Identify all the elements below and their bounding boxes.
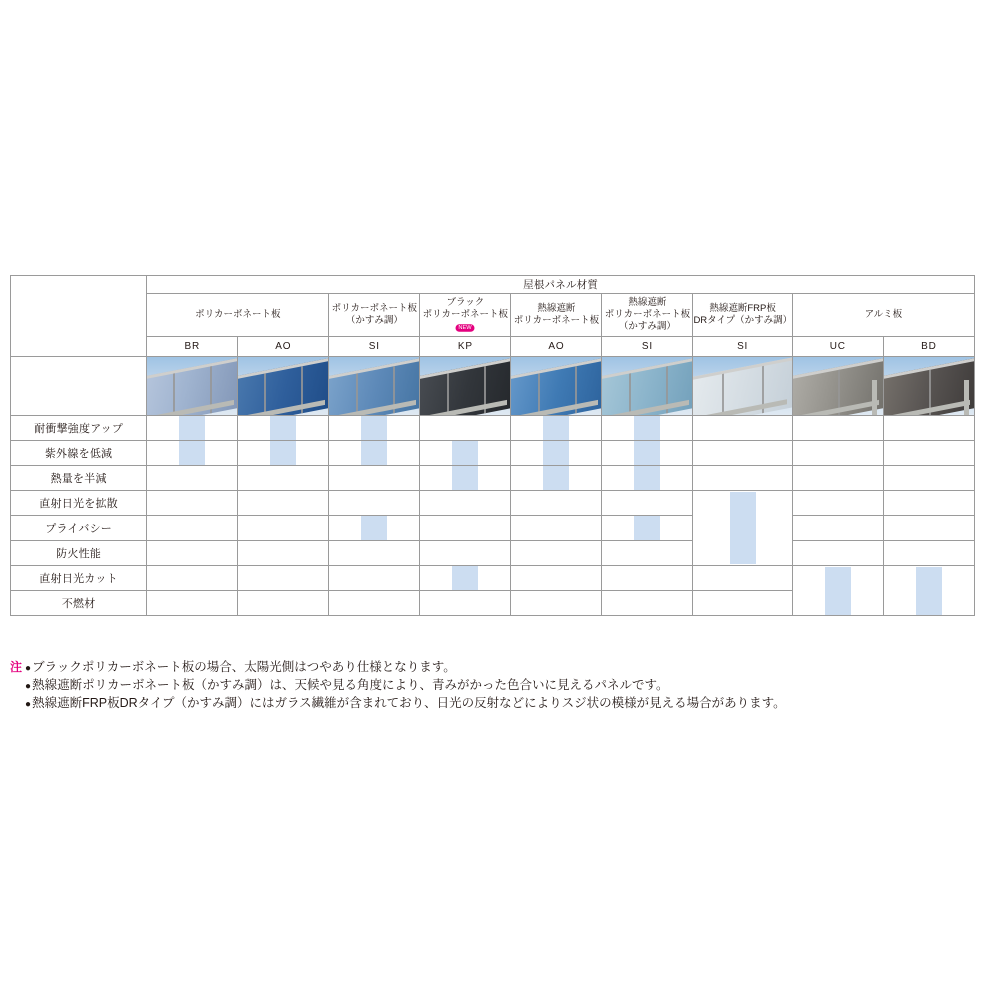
feature-cell [329, 416, 420, 441]
feature-cell [693, 466, 792, 491]
material-name-text: 熱線遮断FRP板 DRタイプ（かすみ調） [693, 303, 793, 326]
group-header-roof-panel-material: 屋根パネル材質 [147, 276, 975, 294]
feature-cell [329, 466, 420, 491]
feature-cell [511, 566, 602, 591]
feature-cell [511, 441, 602, 466]
feature-label: 防火性能 [11, 541, 147, 566]
feature-cell [602, 441, 693, 466]
note-marker: 注 [10, 660, 23, 674]
feature-row-block-direct-sunlight [11, 566, 975, 591]
panel-photo-heat-ao [511, 357, 602, 416]
panel-photo-image [238, 357, 328, 415]
panel-photo-image [693, 357, 791, 415]
feature-cell [602, 566, 693, 591]
feature-cell [147, 591, 238, 616]
feature-cell [147, 541, 238, 566]
feature-cell [792, 491, 883, 516]
feature-mark [543, 466, 569, 490]
material-code-cell: AO [511, 337, 602, 357]
feature-cell [883, 541, 974, 566]
note-line: ● 熱線遮断ポリカーボネート板（かすみ調）は、天候や見る角度により、青みがかった色合いに見えるパネルです。 [25, 677, 970, 695]
material-name-aluminium [792, 294, 974, 337]
feature-row-privacy [11, 516, 975, 541]
feature-mark [179, 441, 205, 465]
feature-cell [420, 416, 511, 441]
feature-cell [511, 541, 602, 566]
table-corner-cell [11, 276, 147, 357]
feature-mark-tall [825, 567, 851, 615]
feature-cell [420, 566, 511, 591]
note-line: ● ブラックポリカーボネート板の場合、太陽光側はつやあり仕様となります。 [25, 659, 970, 677]
panel-photo-row [11, 357, 975, 416]
feature-mark [452, 566, 478, 590]
group-header-row [11, 276, 975, 294]
feature-mark [270, 441, 296, 465]
feature-cell [147, 466, 238, 491]
feature-cell [420, 591, 511, 616]
feature-cell [238, 441, 329, 466]
material-name-heat-shield-polycarbonate [511, 294, 602, 337]
feature-cell [883, 466, 974, 491]
roof-panel-spec-table [10, 275, 975, 616]
material-name-heat-shield-polycarbonate-kasumi [602, 294, 693, 337]
feature-cell [792, 416, 883, 441]
feature-cell [792, 516, 883, 541]
material-name-text: 熱線遮断 ポリカーボネート板 （かすみ調） [604, 297, 691, 332]
feature-cell [147, 441, 238, 466]
feature-label: 紫外線を低減 [11, 441, 147, 466]
panel-photo-image [147, 357, 237, 415]
feature-label: プライバシー [11, 516, 147, 541]
material-name-polycarbonate-kasumi [329, 294, 420, 337]
feature-cell [420, 466, 511, 491]
feature-cell [511, 466, 602, 491]
panel-photo-image [420, 357, 510, 415]
panel-photo-bd [883, 357, 974, 416]
feature-mark [634, 441, 660, 465]
material-code-cell: UC [792, 337, 883, 357]
feature-cell [883, 416, 974, 441]
feature-row-impact-strength [11, 416, 975, 441]
feature-cell [511, 516, 602, 541]
panel-photo-image [511, 357, 601, 415]
material-code-cell: BD [883, 337, 974, 357]
feature-cell [511, 591, 602, 616]
panel-photo-uc [792, 357, 883, 416]
feature-cell [238, 566, 329, 591]
feature-cell [238, 591, 329, 616]
feature-cell [329, 491, 420, 516]
spec-table [10, 275, 975, 616]
material-code-cell: SI [693, 337, 792, 357]
feature-cell [420, 516, 511, 541]
feature-cell [883, 516, 974, 541]
note-lines [25, 659, 970, 713]
feature-cell [602, 516, 693, 541]
material-code-cell: SI [329, 337, 420, 357]
feature-cell [511, 416, 602, 441]
feature-cell [883, 566, 974, 616]
material-name-text: ポリカーボネート板 [195, 309, 281, 321]
feature-cell [792, 566, 883, 616]
feature-label: 不燃材 [11, 591, 147, 616]
material-name-text: ポリカーボネート板 （かすみ調） [331, 303, 418, 326]
material-code-cell: SI [602, 337, 693, 357]
panel-photo-image [602, 357, 692, 415]
feature-cell [602, 466, 693, 491]
post-graphic [872, 380, 877, 415]
feature-mark [634, 466, 660, 490]
material-name-heat-shield-frp-dr [693, 294, 792, 337]
feature-cell [602, 491, 693, 516]
feature-cell [883, 491, 974, 516]
feature-row-heat-halved [11, 466, 975, 491]
feature-cell [420, 441, 511, 466]
feature-mark [634, 516, 660, 540]
feature-mark [361, 516, 387, 540]
feature-cell [147, 516, 238, 541]
feature-mark [543, 441, 569, 465]
feature-mark-tall [916, 567, 942, 615]
feature-mark [634, 416, 660, 440]
feature-cell [883, 441, 974, 466]
feature-label: 耐衝撃強度アップ [11, 416, 147, 441]
material-name-row [11, 294, 975, 337]
feature-mark [452, 466, 478, 490]
material-code-cell: KP [420, 337, 511, 357]
feature-row-diffuse-sunlight [11, 491, 975, 516]
panel-photo-heat-si [602, 357, 693, 416]
feature-mark [361, 441, 387, 465]
feature-cell [147, 566, 238, 591]
feature-cell [329, 516, 420, 541]
feature-cell [329, 591, 420, 616]
feature-cell [238, 491, 329, 516]
material-code-row [11, 337, 975, 357]
panel-photo-si [329, 357, 420, 416]
post-graphic [964, 380, 969, 415]
notes-block [10, 659, 970, 713]
panel-photo-kp [420, 357, 511, 416]
feature-mark [179, 416, 205, 440]
feature-label: 熱量を半減 [11, 466, 147, 491]
material-name-text: ブラック ポリカーボネート板 [422, 297, 509, 321]
material-name-black-polycarbonate [420, 294, 511, 337]
feature-cell [420, 491, 511, 516]
feature-cell [792, 541, 883, 566]
feature-cell [693, 491, 792, 566]
panel-photo-ao [238, 357, 329, 416]
panel-photo-frp-dr [693, 357, 792, 416]
feature-cell [329, 441, 420, 466]
feature-cell [238, 541, 329, 566]
feature-cell [693, 416, 792, 441]
feature-cell [602, 416, 693, 441]
feature-row-fire-resistance [11, 541, 975, 566]
feature-row-uv-reduction [11, 441, 975, 466]
panel-photo-image [793, 357, 883, 415]
panel-photo-image [329, 357, 419, 415]
material-name-polycarbonate [147, 294, 329, 337]
material-code-cell: BR [147, 337, 238, 357]
feature-label: 直射日光を拡散 [11, 491, 147, 516]
feature-cell [693, 591, 792, 616]
feature-cell [792, 466, 883, 491]
feature-cell [602, 541, 693, 566]
feature-label: 直射日光カット [11, 566, 147, 591]
feature-cell [602, 591, 693, 616]
feature-cell [511, 491, 602, 516]
material-code-cell: AO [238, 337, 329, 357]
feature-cell [420, 541, 511, 566]
material-name-text: アルミ板 [864, 309, 903, 321]
new-badge: NEW [456, 324, 475, 332]
photo-row-label-cell [11, 357, 147, 416]
feature-cell [238, 466, 329, 491]
feature-mark [270, 416, 296, 440]
feature-cell [147, 416, 238, 441]
panel-photo-image [884, 357, 974, 415]
note-line: ● 熱線遮断FRP板DRタイプ（かすみ調）にはガラス繊維が含まれており、日光の反射などによりスジ状の模様が見える場合があります。 [25, 695, 970, 713]
feature-cell [238, 516, 329, 541]
feature-mark-tall [730, 492, 756, 564]
feature-cell [693, 441, 792, 466]
feature-mark [543, 416, 569, 440]
panel-photo-br [147, 357, 238, 416]
feature-cell [693, 566, 792, 591]
feature-cell [147, 491, 238, 516]
feature-mark [361, 416, 387, 440]
feature-cell [329, 566, 420, 591]
material-name-text: 熱線遮断 ポリカーボネート板 [513, 303, 600, 326]
feature-cell [238, 416, 329, 441]
feature-cell [329, 541, 420, 566]
feature-cell [792, 441, 883, 466]
feature-mark [452, 441, 478, 465]
